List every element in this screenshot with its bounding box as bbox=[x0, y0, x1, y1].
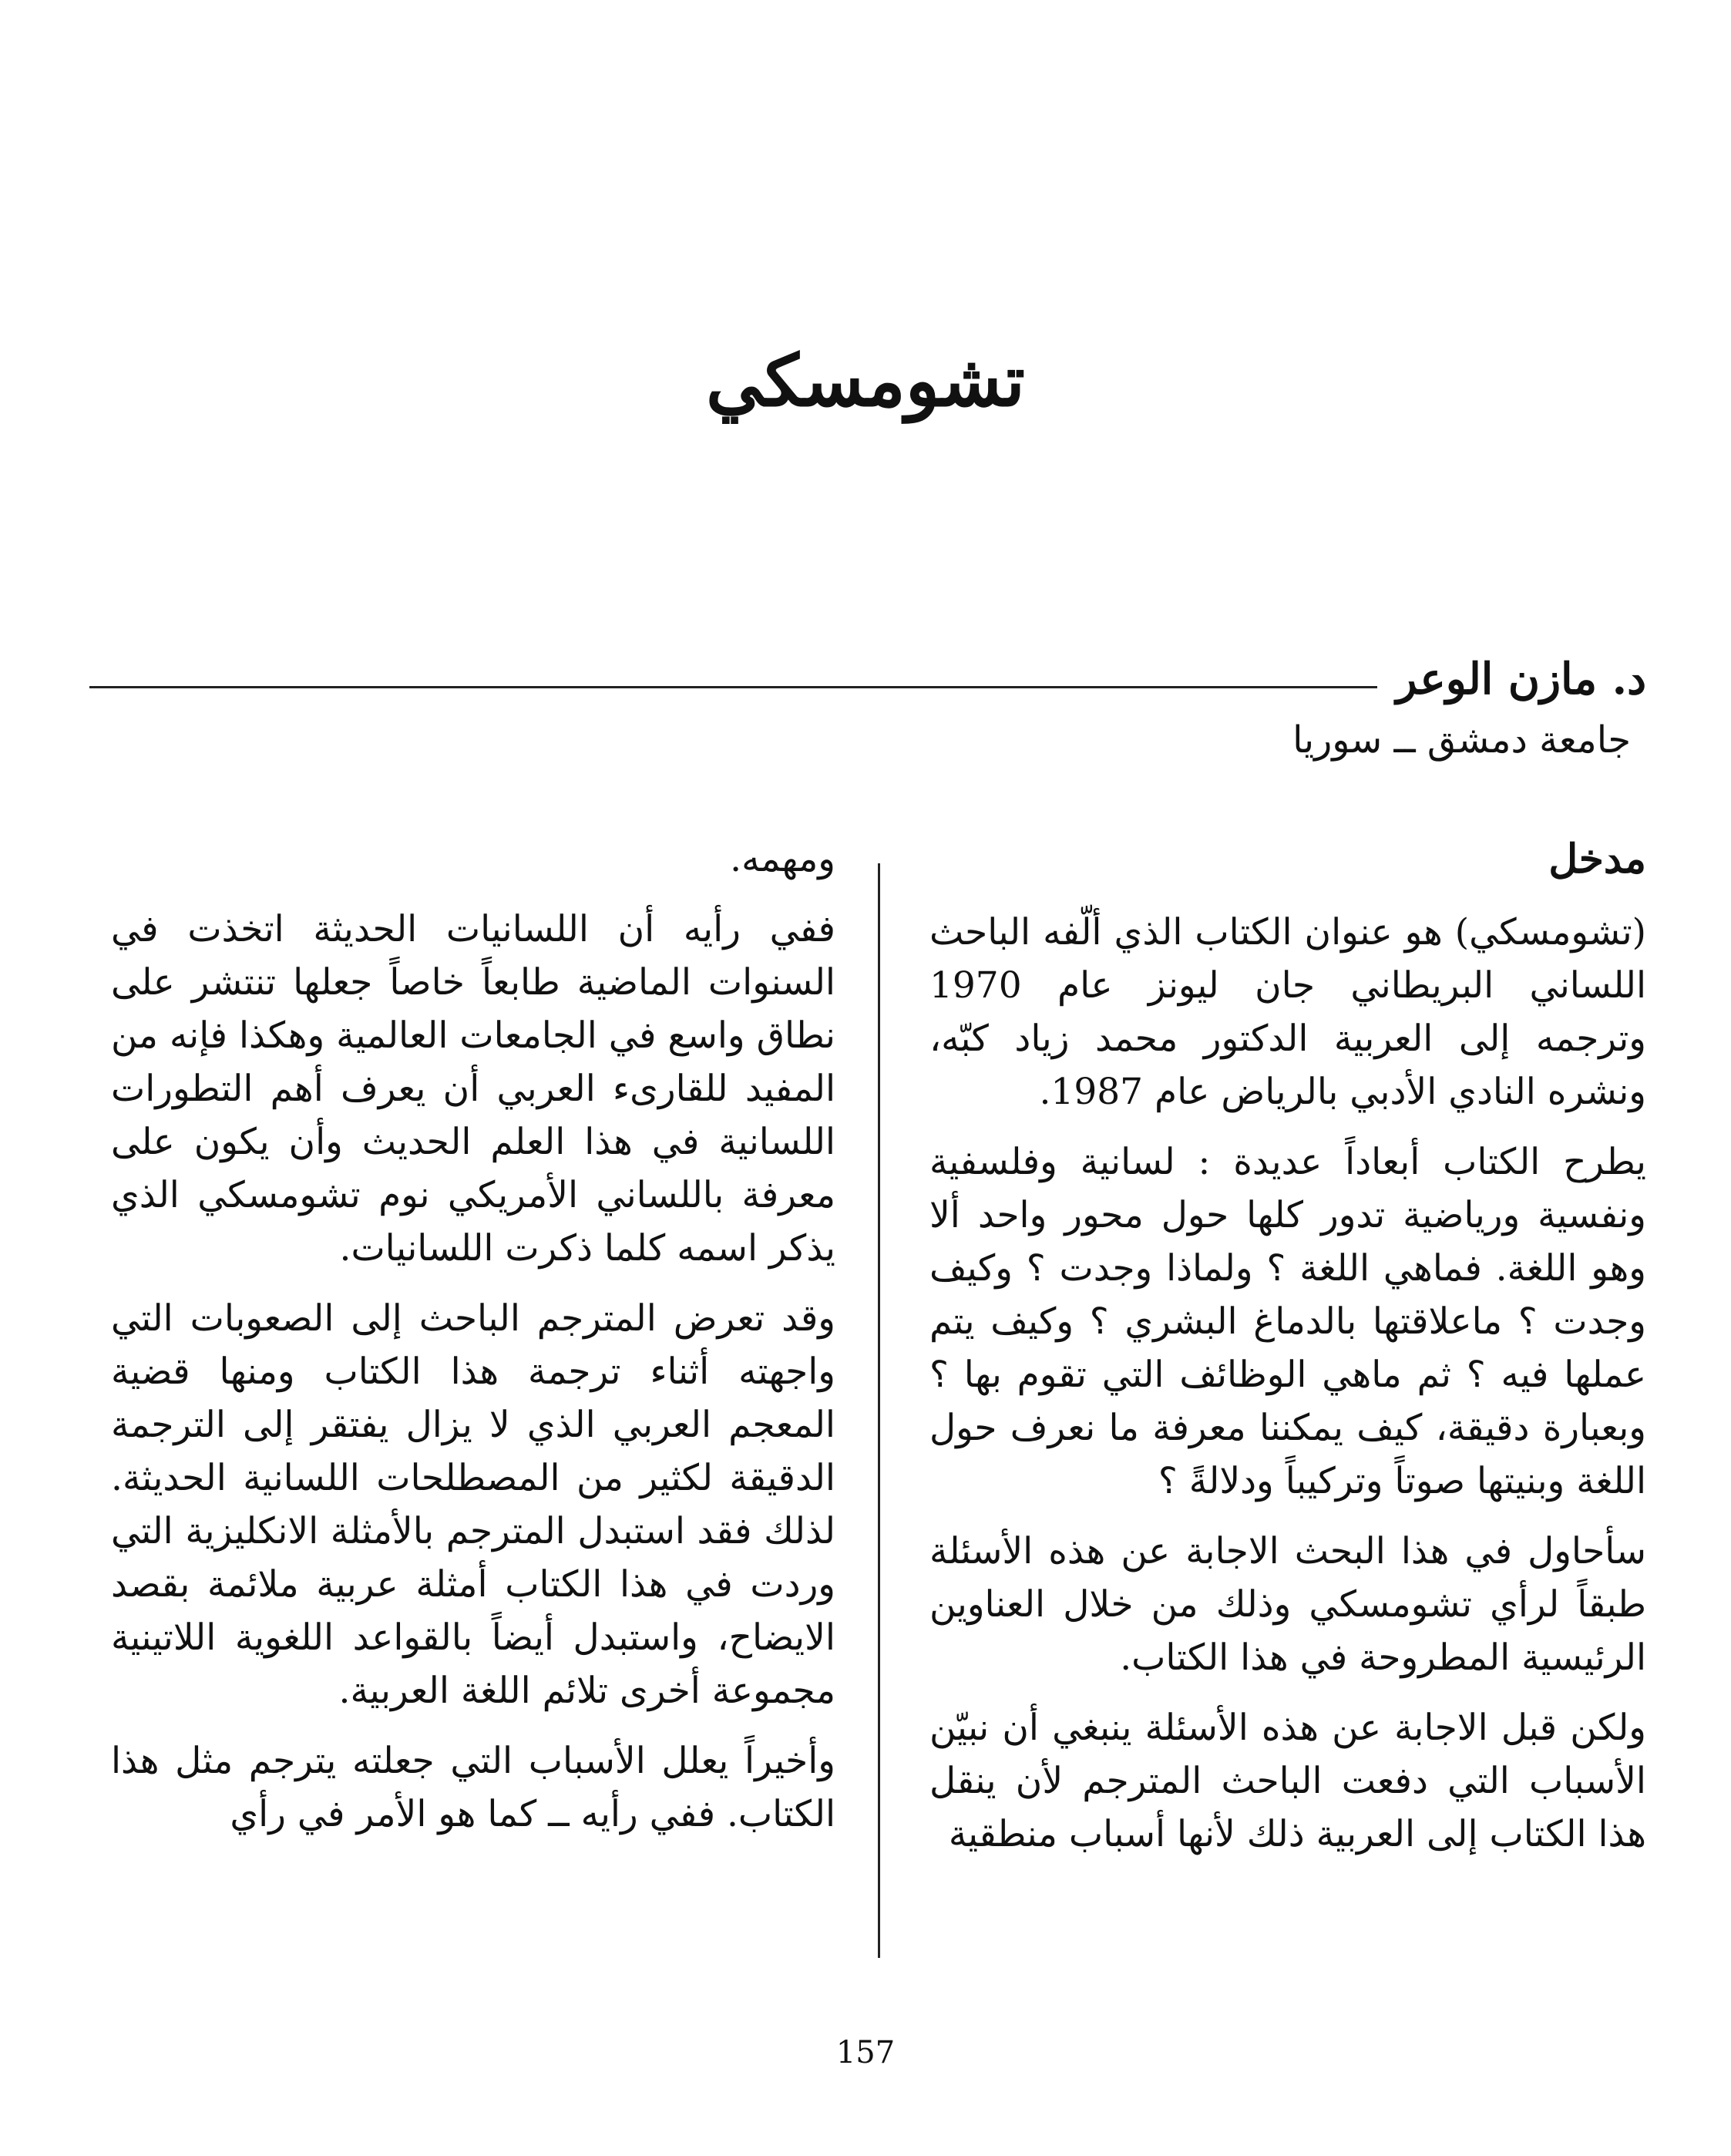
column-divider bbox=[878, 863, 880, 1958]
author-row bbox=[89, 654, 1646, 705]
author-affiliation: جامعة دمشق ــ سوريا bbox=[1292, 718, 1631, 762]
author-name: د. مازن الوعر bbox=[1396, 654, 1646, 705]
paragraph: ومهمه. bbox=[730, 838, 835, 880]
paragraph: وقد تعرض المترجم الباحث إلى الصعوبات التي واجهته أثناء ترجمة هذا الكتاب ومنها قضية المعجم العربي الذي لا يزال يفتقر إلى الترجمة الدقيقة لكثير من المصطلحات اللسانية الحديثة. لذلك فقد استبدل المترجم بالأمثلة الانكليزية التي وردت في هذا الكتاب أمثلة عربية ملائمة بقصد الايضاح، واستبدل أيضاً بالقواعد اللغوية اللاتينية مجموعة أخرى تلائم اللغة العربية. bbox=[111, 1297, 835, 1712]
paragraph: (تشومسكي) هو عنوان الكتاب الذي ألّفه الباحث اللساني البريطاني جان ليونز عام 1970 وترجمه إلى العربية الدكتور محمد زياد كبّه، ونشره النادي الأدبي بالرياض عام 1987. bbox=[929, 911, 1646, 1113]
author-block bbox=[89, 654, 1646, 762]
paragraph: يطرح الكتاب أبعاداً عديدة : لسانية وفلسفية ونفسية ورياضية تدور كلها حول محور واحد ألا وهو اللغة. فماهي اللغة ؟ ولماذا وجدت ؟ وكيف وجدت ؟ ماعلاقتها بالدماغ البشري ؟ وكيف يتم عملها فيه ؟ ثم ماهي الوظائف التي تقوم بها ؟ وبعبارة دقيقة، كيف يمكننا معرفة ما نعرف حول اللغة وبنيتها صوتاً وتركيباً ودلالةً ؟ bbox=[929, 1141, 1646, 1502]
page-number: 157 bbox=[835, 2035, 896, 2070]
right-column bbox=[929, 832, 1646, 1878]
author-rule bbox=[89, 686, 1377, 688]
paragraph: وأخيراً يعلل الأسباب التي جعلته يترجم مثل هذا الكتاب. ففي رأيه ــ كما هو الأمر في رأي bbox=[111, 1740, 835, 1835]
left-column bbox=[111, 832, 835, 1858]
paragraph: ففي رأيه أن اللسانيات الحديثة اتخذت في السنوات الماضية طابعاً خاصاً جعلها تنتشر على نطاق واسع في الجامعات العالمية وهكذا فإنه من المفيد للقارىء العربي أن يعرف أهم التطورات اللسانية في هذا العلم الحديث وأن يكون على معرفة باللساني الأمريكي نوم تشومسكي الذي يذكر اسمه كلما ذكرت اللسانيات. bbox=[111, 908, 835, 1270]
paragraph: سأحاول في هذا البحث الاجابة عن هذه الأسئلة طبقاً لرأي تشومسكي وذلك من خلال العناوين الرئيسية المطروحة في هذا الكتاب. bbox=[929, 1530, 1646, 1679]
section-heading: مدخل bbox=[1548, 836, 1646, 883]
article-title: تشومسكي bbox=[705, 339, 1026, 422]
paragraph: ولكن قبل الاجابة عن هذه الأسئلة ينبغي أن نبيّن الأسباب التي دفعت الباحث المترجم لأن ينقل هذا الكتاب إلى العربية ذلك لأنها أسباب منطقية bbox=[929, 1707, 1646, 1855]
